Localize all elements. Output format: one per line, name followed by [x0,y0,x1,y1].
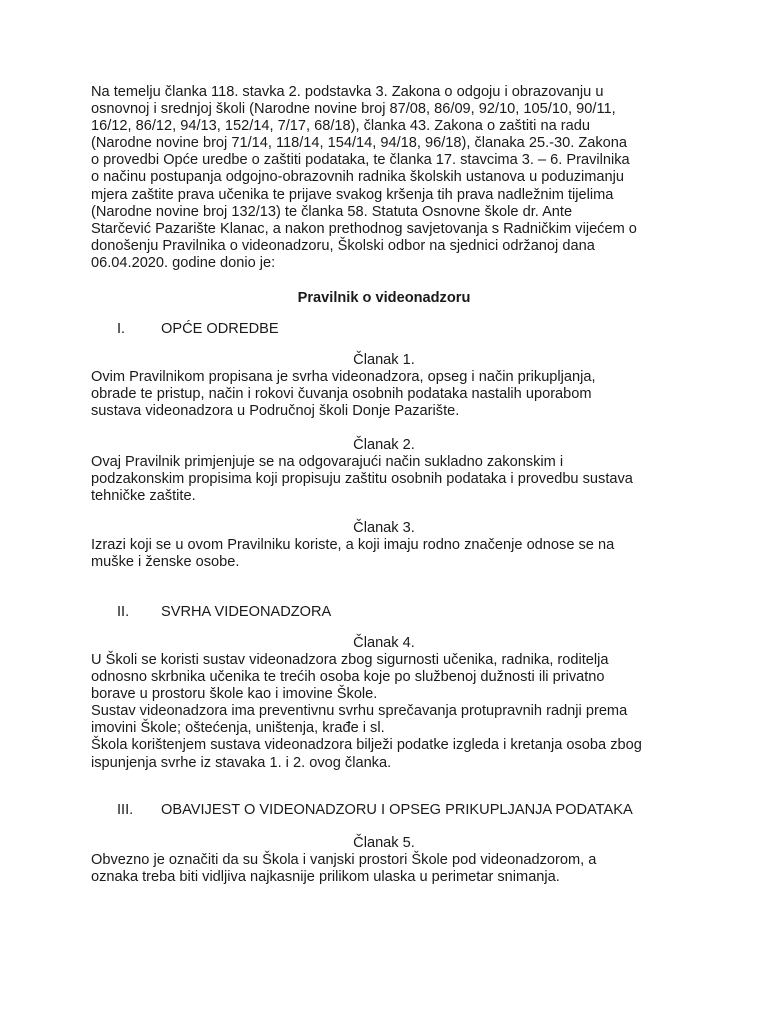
article-heading-5: Članak 5. [353,835,415,851]
section-title: OPĆE ODREDBE [161,321,279,337]
article-text-3: Izrazi koji se u ovom Pravilniku koriste, a koji imaju rodno značenje odnose se na muške i ženske osobe. [91,537,615,571]
section-number: I. [117,321,126,337]
article-text-5: Obvezno je označiti da su Škola i vanjski prostori Škole pod videonadzorom, a oznaka treba biti vidljiva najkasnije prilikom ulaska u perimetar snimanja. [91,852,597,886]
article-heading-3: Članak 3. [353,520,415,536]
article-text-2: Ovaj Pravilnik primjenjuje se na odgovarajući način sukladno zakonskim i podzakonskim propisima koji propisuju zaštitu osobnih podataka i provedbu sustava tehničke zaštite. [91,454,633,505]
article-heading-4: Članak 4. [353,635,415,651]
preamble-paragraph: Na temelju članka 118. stavka 2. podstavka 3. Zakona o odgoju i obrazovanju u osnovnoj i srednjoj školi (Narodne novine broj 87/08, 86/09, 92/10, 105/10, 90/11, 16/12, 86/12, 94/13, 152/14, 7/17, 68/18), članka 43. Zakona o zaštiti na radu (Narodne novine broj 71/14, 118/14, 154/14, 94/18, 96/18), članaka 25.-30. Zakona o provedbi Opće uredbe o zaštiti podataka, te članka 17. stavcima 3. – 6. Pravilnika o načinu postupanja odgojno-obrazovnih radnika školskih ustanova u poduzimanju mjera zaštite prava učenika te prijave svakog kršenja tih prava nadležnim tijelima (Narodne novine broj 132/13) te članka 58. Statuta Osnovne škole dr. Ante Starčević Pazarište Klanac, a nakon prethodnog savjetovanja s Radničkim vijećem o donošenju Pravilnika o videonadzoru, Školski odbor na sjednici održanoj dana 06.04.2020. godine donio je: [91,84,637,271]
section-heading-1 [117,321,279,338]
article-heading-2: Članak 2. [353,437,415,453]
section-title: OBAVIJEST O VIDEONADZORU I OPSEG PRIKUPLJANJA PODATAKA [161,802,633,818]
section-title: SVRHA VIDEONADZORA [161,604,332,620]
section-number: II. [117,604,130,620]
article-text-1: Ovim Pravilnikom propisana je svrha videonadzora, opseg i način prikupljanja, obrade te pristup, način i rokovi čuvanja osobnih podataka nastalih uporabom sustava videonadzora u Područnoj školi Donje Pazarište. [91,369,596,420]
section-heading-3 [117,802,633,819]
article-heading-1: Članak 1. [353,352,415,368]
document-title: Pravilnik o videonadzoru [297,290,471,306]
section-number: III. [117,802,134,818]
section-heading-2 [117,604,331,621]
article-text-4: U Školi se koristi sustav videonadzora zbog sigurnosti učenika, radnika, roditelja odnosno skrbnika učenika te trećih osoba koje po službenoj dužnosti ili privatno borave u prostoru škole kao i imovine Škole. Sustav videonadzora ima preventivnu svrhu sprečavanja protupravnih radnji prema imovini Škole; oštećenja, uništenja, krađe i sl. Škola korištenjem sustava videonadzora bilježi podatke izgleda i kretanja osoba zbog ispunjenja svrhe iz stavaka 1. i 2. ovog članka. [91,652,642,771]
